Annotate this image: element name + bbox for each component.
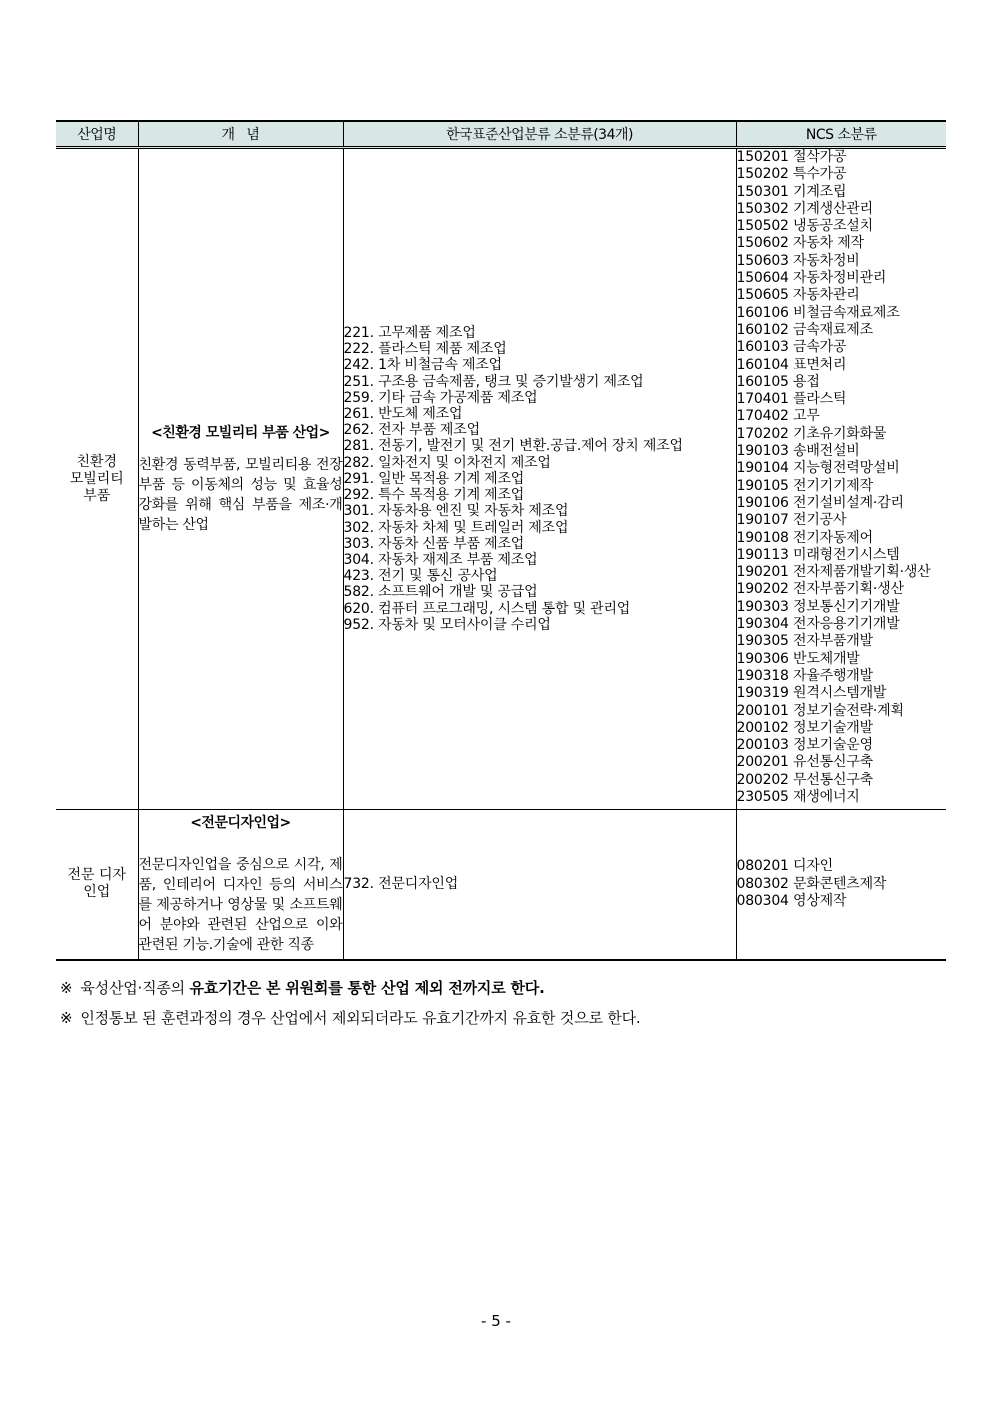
- kisic-cell: [343, 810, 736, 960]
- ncs-item: 080302 문화콘텐츠제작: [736, 875, 887, 892]
- kisic-item: 261. 반도체 제조업: [343, 406, 463, 423]
- ncs-item: 170402 고무: [736, 408, 820, 425]
- ncs-item: 200201 유선통신구축: [736, 754, 873, 771]
- kisic-item: 292. 특수 목적용 기계 제조업: [343, 487, 525, 504]
- concept-cell: [138, 810, 343, 960]
- kisic-item: 301. 자동차용 엔진 및 자동차 제조업: [343, 503, 569, 520]
- header-industry: 산업명: [56, 121, 138, 148]
- kisic-item: 304. 자동차 재제조 부품 제조업: [343, 551, 538, 568]
- ncs-item: 190306 반도체개발: [736, 650, 860, 667]
- ncs-item: 150605 자동차관리: [736, 287, 860, 304]
- note-validity-prefix: 육성산업·직종의: [80, 979, 190, 997]
- note-validity-bold: 유효기간은 본 위원회를 통한 산업 제외 전까지로 한다.: [189, 979, 545, 997]
- kisic-item: 259. 기타 금속 가공제품 제조업: [343, 389, 538, 406]
- kisic-list: [344, 325, 736, 633]
- ncs-item: 200202 무선통신구축: [736, 771, 873, 788]
- ncs-item: 190318 자율주행개발: [736, 667, 873, 684]
- ncs-item: 200101 정보기술전략·계획: [736, 702, 904, 719]
- ncs-item: 150201 절삭가공: [736, 149, 847, 165]
- header-concept: 개 념: [138, 121, 343, 148]
- ncs-item: 190104 지능형전력망설비: [736, 460, 900, 477]
- ncs-item: 160102 금속재료제조: [736, 321, 873, 338]
- ncs-item: 190105 전기기기제작: [736, 477, 873, 494]
- ncs-item: 150202 특수가공: [736, 166, 847, 183]
- ncs-item: 190303 정보통신기기개발: [736, 598, 900, 615]
- concept-cell: [138, 148, 343, 810]
- ncs-item: 190202 전자부품기획·생산: [736, 581, 904, 598]
- industry-name: [56, 148, 138, 810]
- kisic-cell: [343, 148, 736, 810]
- ncs-item: 190107 전기공사: [736, 512, 847, 529]
- ncs-item: 160106 비철금속재료제조: [736, 304, 900, 321]
- concept-title: <친환경 모빌리티 부품 산업>: [151, 425, 330, 441]
- ncs-item: 170202 기초유기화화물: [736, 425, 887, 442]
- table-header-row: [56, 121, 946, 148]
- header-kisic: 한국표준산업분류 소분류(34개): [343, 121, 736, 148]
- note-training-text: 인정통보 된 훈련과정의 경우 산업에서 제외되더라도 유효기간까지 유효한 것으로 한다.: [80, 1009, 641, 1027]
- ncs-item: 190201 전자제품개발기획·생산: [736, 564, 931, 581]
- ncs-item: 160104 표면처리: [736, 356, 847, 373]
- ncs-item: 150602 자동차 제작: [736, 235, 864, 252]
- kisic-list: [344, 876, 736, 892]
- ncs-list: [737, 149, 947, 806]
- concept-body: 전문디자인업을 중심으로 시각, 제품, 인테리어 디자인 등의 서비스를 제공하거나 영상물 및 소프트웨어 분야와 관련된 산업으로 이와 관련된 기능.기술에 관한 직종: [138, 857, 343, 954]
- page-number: - 5 -: [481, 1312, 511, 1330]
- ncs-item: 150502 냉동공조설치: [736, 218, 873, 235]
- table-row: [56, 148, 946, 810]
- ncs-item: 190108 전기자동제어: [736, 529, 873, 546]
- ncs-item: 230505 재생에너지: [736, 788, 860, 805]
- kisic-item: 582. 소프트웨어 개발 및 공급업: [343, 584, 538, 601]
- ncs-item: 200102 정보기술개발: [736, 719, 873, 736]
- ncs-cell: [736, 810, 946, 960]
- kisic-item: 952. 자동차 및 모터사이클 수리업: [343, 616, 551, 633]
- kisic-item: 302. 자동차 차체 및 트레일러 제조업: [343, 519, 569, 536]
- ncs-item: 170401 플라스틱: [736, 391, 847, 408]
- ncs-item: 200103 정보기술운영: [736, 737, 873, 754]
- note-training: [60, 1008, 641, 1028]
- kisic-item: 222. 플라스틱 제품 제조업: [343, 341, 507, 358]
- kisic-item: 291. 일반 목적용 기계 제조업: [343, 470, 525, 487]
- table-row: [56, 810, 946, 960]
- concept-title: <전문디자인업>: [190, 815, 291, 832]
- kisic-item: 303. 자동차 신품 부품 제조업: [343, 535, 525, 552]
- kisic-item: 281. 전동기, 발전기 및 전기 변환.공급.제어 장치 제조업: [343, 438, 683, 455]
- industry-table: [56, 120, 946, 961]
- ncs-cell: [736, 148, 946, 810]
- concept-body: 친환경 동력부품, 모빌리티용 전장부품 등 이동체의 성능 및 효율성 강화를 위해 핵심 부품을 제조·개발하는 산업: [138, 457, 343, 533]
- ncs-item: 150302 기계생산관리: [736, 200, 873, 217]
- industry-name: [56, 810, 138, 960]
- note-validity: [60, 978, 641, 998]
- ncs-item: 190319 원격시스템개발: [736, 685, 887, 702]
- kisic-item: 423. 전기 및 통신 공사업: [343, 568, 498, 585]
- reference-mark: ※: [60, 1009, 73, 1027]
- ncs-item: 190103 송배전설비: [736, 443, 860, 460]
- ncs-item: 160103 금속가공: [736, 339, 847, 356]
- kisic-item: 732. 전문디자인업: [343, 876, 459, 893]
- ncs-item: 160105 용접: [736, 373, 820, 390]
- ncs-item: 080201 디자인: [736, 858, 833, 875]
- ncs-item: 190305 전자부품개발: [736, 633, 873, 650]
- ncs-item: 150604 자동차정비관리: [736, 270, 887, 287]
- kisic-item: 251. 구조용 금속제품, 탱크 및 증기발생기 제조업: [343, 373, 644, 390]
- kisic-item: 620. 컴퓨터 프로그래밍, 시스템 통합 및 관리업: [343, 600, 631, 617]
- reference-mark: ※: [60, 979, 73, 997]
- industry-name-text: 전문 디자인업: [67, 867, 127, 901]
- kisic-item: 221. 고무제품 제조업: [343, 325, 476, 342]
- kisic-item: 282. 일차전지 및 이차전지 제조업: [343, 454, 551, 471]
- header-ncs: NCS 소분류: [736, 121, 946, 148]
- ncs-item: 190113 미래형전기시스템: [736, 546, 900, 563]
- ncs-item: 150603 자동차정비: [736, 252, 860, 269]
- kisic-item: 262. 전자 부품 제조업: [343, 422, 480, 439]
- industry-name-text: 친환경 모빌리티 부품: [69, 453, 124, 504]
- ncs-item: 190304 전자응용기기개발: [736, 616, 900, 633]
- notes: [60, 978, 641, 1038]
- kisic-item: 242. 1차 비철금속 제조업: [343, 357, 502, 374]
- ncs-item: 080304 영상제작: [736, 892, 847, 909]
- ncs-item: 190106 전기설비설계·감리: [736, 494, 904, 511]
- ncs-list: [737, 858, 947, 910]
- ncs-item: 150301 기계조립: [736, 183, 847, 200]
